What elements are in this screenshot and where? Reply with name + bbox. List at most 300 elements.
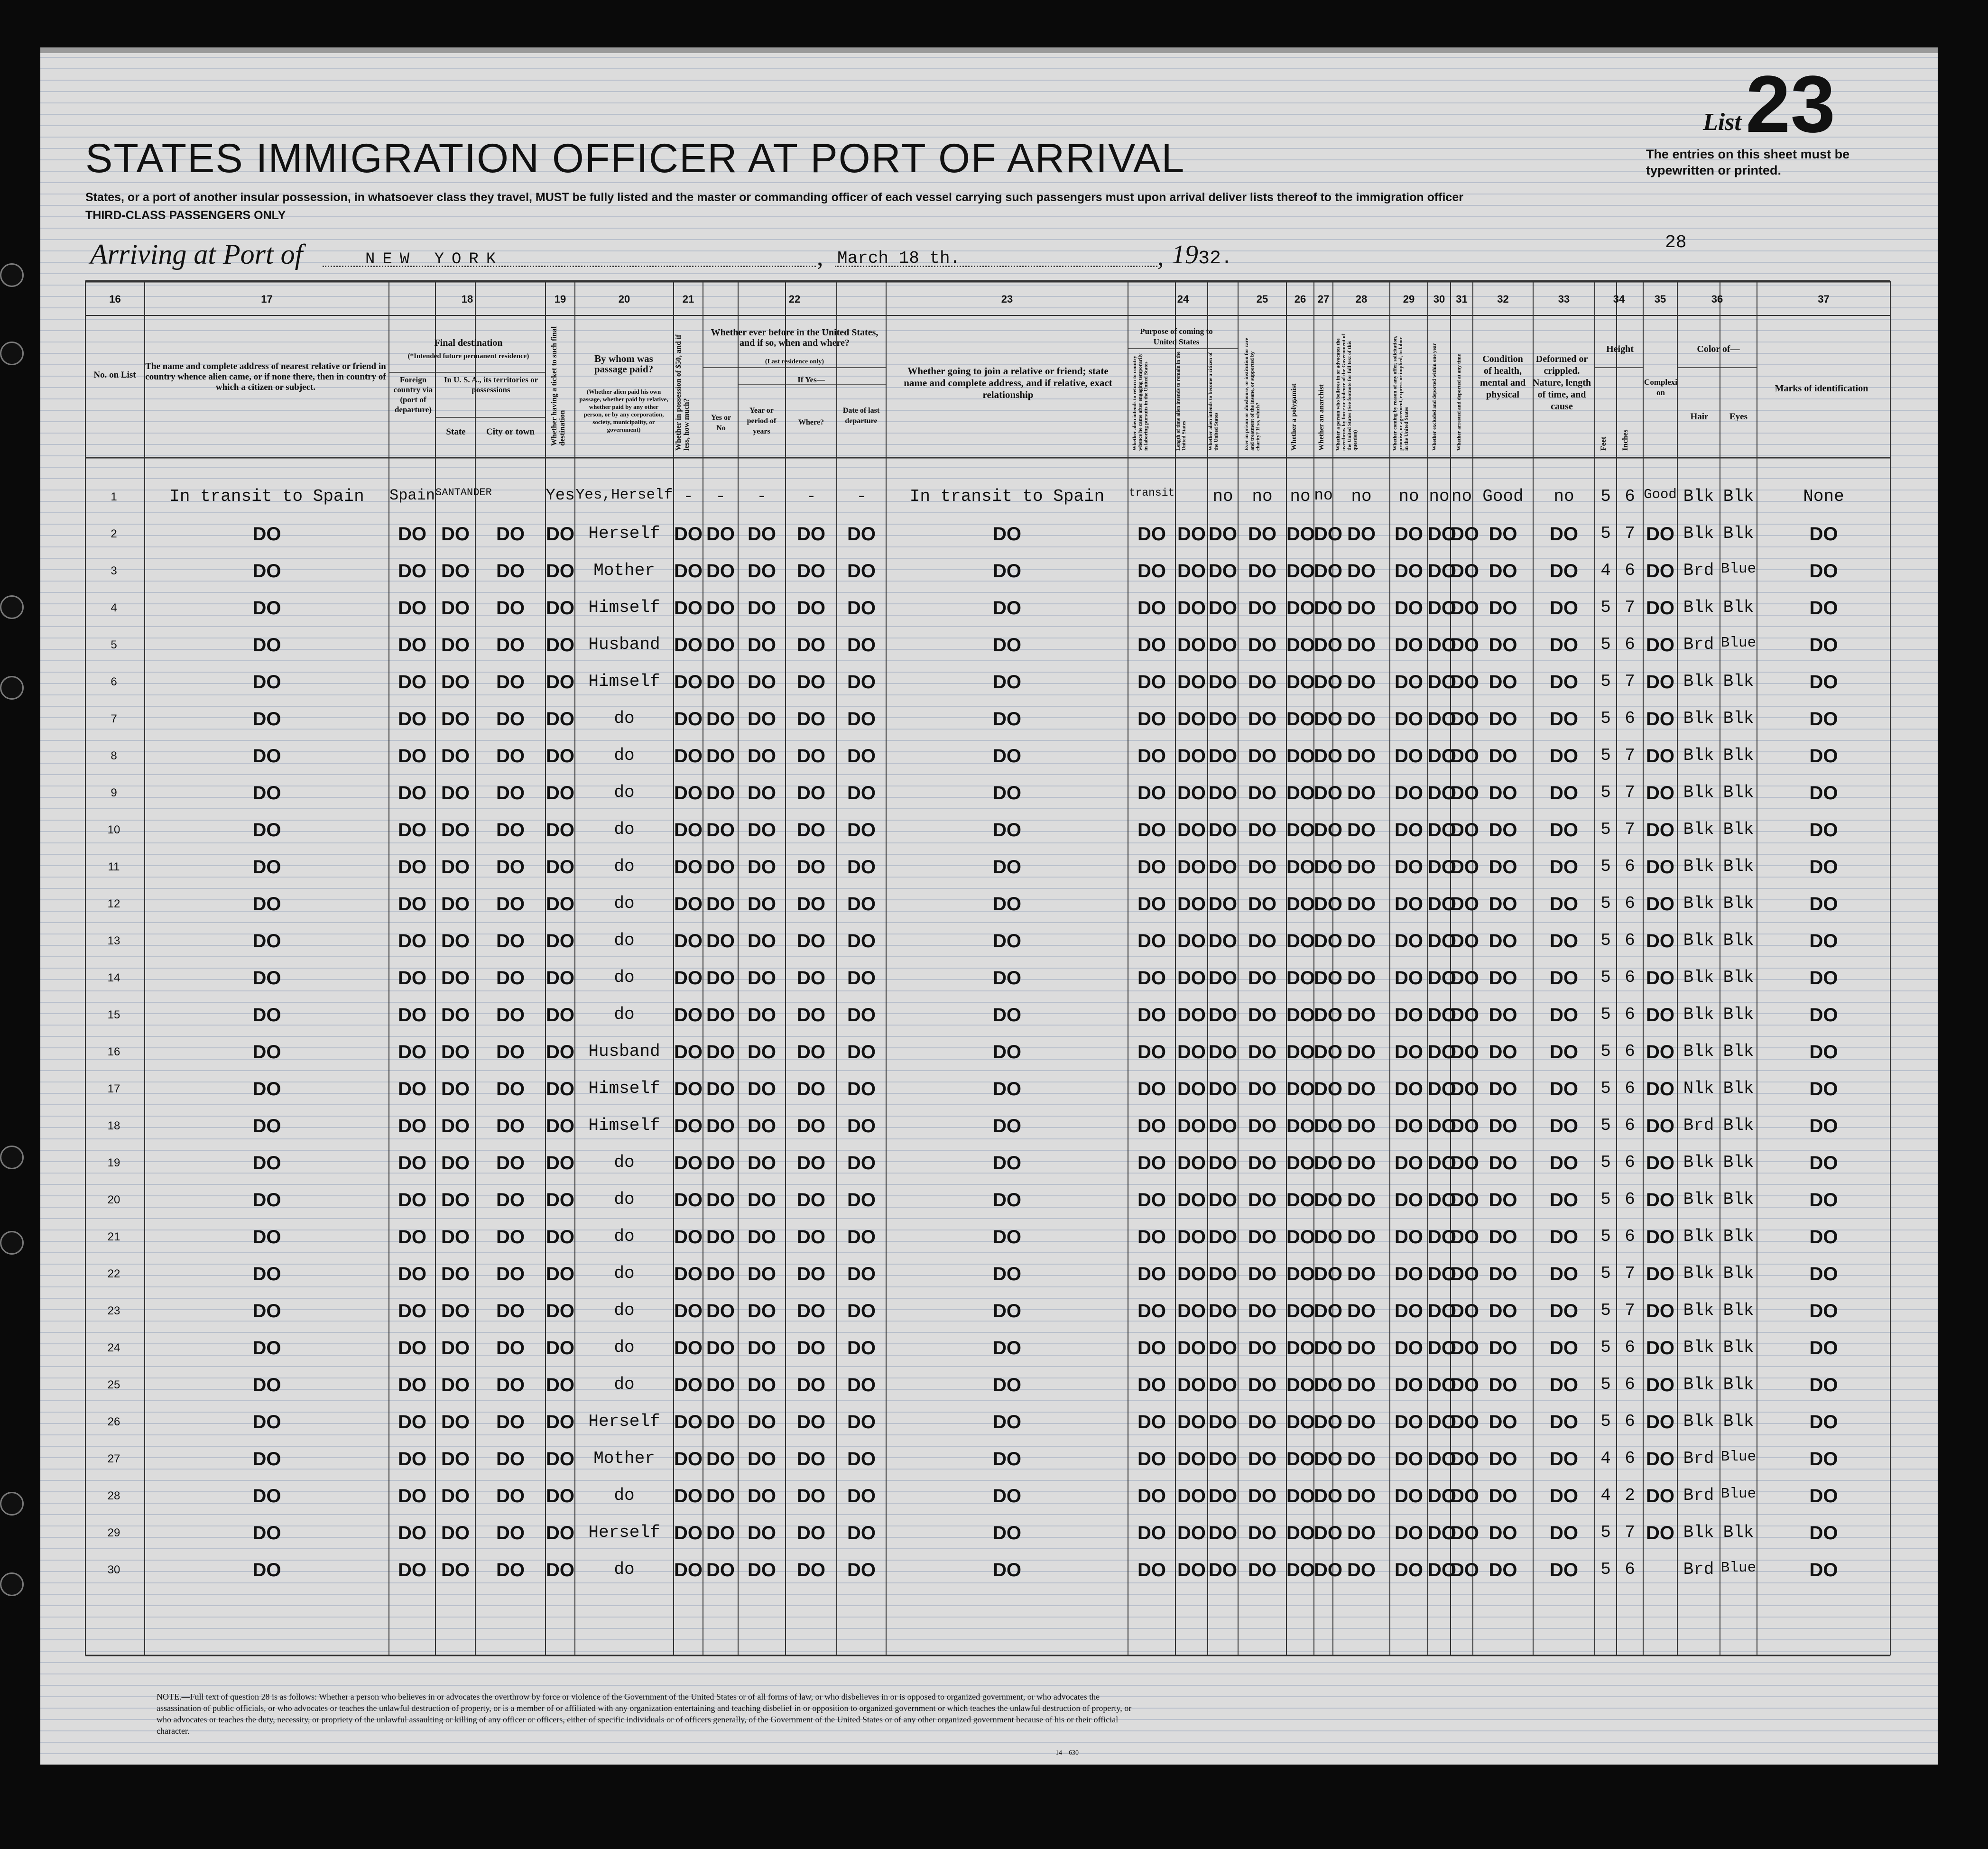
cell-hair: Brd (1683, 1486, 1714, 1505)
cell-city: DO (496, 1449, 525, 1470)
cell-anar: no (1314, 487, 1333, 504)
row-number: 3 (111, 564, 117, 577)
cell-paid: do (614, 931, 635, 950)
cell-p_a: DO (1137, 1079, 1166, 1100)
cell-city: DO (496, 746, 525, 767)
cell-ft: 5 (1600, 1190, 1611, 1209)
cell-foreign: DO (398, 1190, 426, 1211)
cell-city: DO (496, 561, 525, 582)
cell-excl: DO (1428, 1338, 1456, 1359)
cell-where: DO (797, 783, 825, 804)
cell-arr: DO (1451, 1301, 1479, 1322)
cell-p_a: DO (1137, 598, 1166, 619)
row-number: 1 (111, 490, 117, 503)
header-city-or-town: City or town (486, 427, 535, 437)
cell-year: DO (748, 1190, 776, 1211)
cell-p_c: DO (1209, 1449, 1237, 1470)
cell-anar: DO (1314, 1449, 1342, 1470)
cell-p_b: DO (1177, 1449, 1206, 1470)
cell-p_a: DO (1137, 1190, 1166, 1211)
cell-comp: DO (1646, 857, 1674, 878)
cell-deformed: DO (1550, 1301, 1578, 1322)
cell-where: DO (797, 1338, 825, 1359)
arrival-date: March 18 th. (837, 249, 961, 268)
cell-offer: DO (1395, 1190, 1423, 1211)
cell-where: DO (797, 857, 825, 878)
cell-health: DO (1489, 1005, 1517, 1026)
cell-ticket: DO (546, 894, 574, 915)
cell-hair: Blk (1683, 746, 1714, 765)
cell-deformed: DO (1550, 746, 1578, 767)
comma: , (1157, 242, 1164, 271)
header-complexion: Complexion (1644, 378, 1677, 397)
header-possession-50: Whether in possession of $50, and if less, how much? (675, 334, 691, 451)
cell-city: DO (496, 709, 525, 730)
cell-paid: Himself (588, 598, 660, 617)
cell-paid: Husband (588, 635, 660, 654)
cell-year: DO (748, 1116, 776, 1137)
cell-state: DO (441, 894, 470, 915)
cell-arr: DO (1451, 746, 1479, 767)
cell-prison: DO (1248, 561, 1276, 582)
cell-p_a: DO (1137, 1449, 1166, 1470)
cell-paid: Herself (588, 1523, 660, 1542)
cell-comp: DO (1646, 1486, 1674, 1507)
cell-offer: DO (1395, 635, 1423, 656)
cell-ticket: DO (546, 635, 574, 656)
cell-anar: DO (1314, 1523, 1342, 1544)
cell-paid: Himself (588, 672, 660, 691)
cell-overthrow: DO (1347, 1449, 1376, 1470)
cell-comp: DO (1646, 1116, 1674, 1137)
cell-hair: Blk (1683, 672, 1714, 691)
cell-relative: DO (252, 1449, 281, 1470)
cell-p_a: DO (1137, 1338, 1166, 1359)
cell-arr: DO (1451, 1486, 1479, 1507)
cell-p_b: DO (1177, 561, 1206, 582)
cell-eyes: Blk (1723, 1338, 1754, 1357)
cell-relative: DO (252, 746, 281, 767)
cell-foreign: DO (398, 1301, 426, 1322)
cell-dep: DO (847, 1116, 876, 1137)
cell-deformed: DO (1550, 1449, 1578, 1470)
cell-excl: DO (1428, 1449, 1456, 1470)
cell-health: DO (1489, 857, 1517, 878)
cell-offer: DO (1395, 561, 1423, 582)
cell-health: DO (1489, 1560, 1517, 1581)
cell-ever: DO (706, 1190, 735, 1211)
row-number: 2 (111, 527, 117, 540)
cell-eyes: Blk (1723, 1190, 1754, 1209)
cell-poly: DO (1286, 1264, 1315, 1285)
cell-marks: None (1803, 487, 1844, 506)
cell-year: DO (748, 561, 776, 582)
header-inches: Inches (1621, 429, 1629, 451)
header-final-destination-sub: (*Intended future permanent residence) (407, 352, 529, 360)
cell-arr: DO (1451, 1227, 1479, 1248)
cell-excl: DO (1428, 783, 1456, 804)
cell-year: - (757, 487, 767, 506)
cell-health: Good (1482, 487, 1524, 506)
cell-ft: 5 (1600, 746, 1611, 765)
cell-foreign: DO (398, 1449, 426, 1470)
cell-eyes: Blue (1720, 1560, 1757, 1576)
cell-deformed: DO (1550, 894, 1578, 915)
cell-health: DO (1489, 1264, 1517, 1285)
cell-overthrow: DO (1347, 1412, 1376, 1433)
cell-ever: DO (706, 598, 735, 619)
cell-comp: DO (1646, 1301, 1674, 1322)
cell-anar: DO (1314, 1079, 1342, 1100)
header-where: Where? (798, 418, 824, 426)
cell-foreign: DO (398, 783, 426, 804)
footnote: NOTE.—Full text of question 28 is as follows: Whether a person who believes in or advocates the overthrow by force or violence of the Government of the United States or of all forms of law, or who disbelieves in or is opposed to organized government, or who advocates the assassination of public officials, or who advocates or teaches the unlawful destruction of property, or is a member of or affiliated with any organization entertaining and teaching disbelief in or opposition to organized government or which teaches the unlawful destruction of property, or who advocates or teaches the duty, necessity, or propriety of the unlawful assaulting or killing of any officer or officers, either of specific individuals or of officers generally, of the Government of the United States or of any other organized government because of his or their official character. (157, 1692, 1132, 1736)
row-number: 30 (107, 1563, 120, 1576)
row-number: 12 (107, 897, 120, 910)
cell-anar: DO (1314, 709, 1342, 730)
cell-comp: DO (1646, 1190, 1674, 1211)
column-number: 27 (1317, 293, 1330, 305)
cell-arr: DO (1451, 1116, 1479, 1137)
cell-eyes: Blk (1723, 1116, 1754, 1135)
cell-hair: Blk (1683, 524, 1714, 543)
cell-p_b: DO (1177, 820, 1206, 841)
cell-excl: DO (1428, 857, 1456, 878)
column-number: 32 (1497, 293, 1509, 305)
column-number: 31 (1456, 293, 1468, 305)
cell-p_a: DO (1137, 783, 1166, 804)
class-line: THIRD-CLASS PASSENGERS ONLY (85, 209, 286, 222)
header-purpose-length: Length of time alien intends to remain in the United States (1175, 351, 1187, 451)
cell-year: DO (748, 1042, 776, 1063)
cell-p_a: DO (1137, 524, 1166, 545)
cell-relative: In transit to Spain (169, 487, 364, 506)
cell-offer: DO (1395, 1042, 1423, 1063)
cell-anar: DO (1314, 1005, 1342, 1026)
cell-where: DO (797, 1153, 825, 1174)
cell-poly: DO (1286, 746, 1315, 767)
cell-in: 6 (1625, 1116, 1635, 1135)
cell-poly: DO (1286, 1338, 1315, 1359)
row-number: 10 (107, 823, 120, 836)
cell-anar: DO (1314, 524, 1342, 545)
header-eyes: Eyes (1729, 412, 1748, 422)
cell-offer: DO (1395, 1338, 1423, 1359)
row-number: 7 (111, 712, 117, 725)
cell-p_a: DO (1137, 1486, 1166, 1507)
cell-city: DO (496, 598, 525, 619)
cell-year: DO (748, 968, 776, 989)
cell-marks: DO (1809, 598, 1838, 619)
cell-p_b: DO (1177, 1116, 1206, 1137)
cell-p_a: DO (1137, 1116, 1166, 1137)
cell-overthrow: DO (1347, 1227, 1376, 1248)
cell-money: DO (674, 524, 703, 545)
cell-ticket: Yes (546, 487, 575, 505)
cell-deformed: DO (1550, 709, 1578, 730)
cell-where: DO (797, 1264, 825, 1285)
cell-marks: DO (1809, 968, 1838, 989)
cell-p_a: DO (1137, 1042, 1166, 1063)
cell-state: DO (441, 598, 470, 619)
cell-money: DO (674, 894, 703, 915)
cell-prison: DO (1248, 1375, 1276, 1396)
cell-ticket: DO (546, 783, 574, 804)
row-number: 24 (107, 1341, 120, 1354)
cell-arr: DO (1451, 1042, 1479, 1063)
cell-poly: DO (1286, 1449, 1315, 1470)
cell-p_b: DO (1177, 1412, 1206, 1433)
cell-state: DO (441, 1042, 470, 1063)
cell-ticket: DO (546, 1264, 574, 1285)
cell-deformed: DO (1550, 931, 1578, 952)
cell-p_c: DO (1209, 1005, 1237, 1026)
cell-offer: DO (1395, 1449, 1423, 1470)
cell-where: DO (797, 1079, 825, 1100)
cell-p_b: DO (1177, 968, 1206, 989)
cell-ever: DO (706, 1079, 735, 1100)
cell-comp: DO (1646, 968, 1674, 989)
year-prefix: 19 (1172, 240, 1198, 269)
column-number: 23 (1001, 293, 1013, 305)
cell-state: SANTANDER (435, 487, 492, 499)
cell-hair: Blk (1683, 1375, 1714, 1394)
cell-overthrow: DO (1347, 672, 1376, 693)
header-in-usa: In U. S. A., its territories or possessions (444, 375, 538, 394)
cell-year: DO (748, 857, 776, 878)
cell-join: DO (993, 1042, 1021, 1063)
cell-deformed: DO (1550, 1523, 1578, 1544)
column-number: 28 (1355, 293, 1368, 305)
cell-p_a: DO (1137, 1560, 1166, 1581)
cell-hair: Blk (1683, 1338, 1714, 1357)
cell-dep: DO (847, 931, 876, 952)
cell-ticket: DO (546, 1190, 574, 1211)
cell-ever: DO (706, 820, 735, 841)
cell-p_a: DO (1137, 1264, 1166, 1285)
cell-state: DO (441, 635, 470, 656)
cell-deformed: DO (1550, 1412, 1578, 1433)
cell-ever: DO (706, 1523, 735, 1544)
cell-city: DO (496, 894, 525, 915)
cell-in: 6 (1625, 1042, 1635, 1061)
cell-in: 6 (1625, 894, 1635, 913)
cell-prison: DO (1248, 635, 1276, 656)
cell-ft: 4 (1600, 1449, 1611, 1468)
cell-health: DO (1489, 1523, 1517, 1544)
cell-anar: DO (1314, 894, 1342, 915)
cell-ticket: DO (546, 857, 574, 878)
cell-eyes: Blk (1723, 1079, 1754, 1098)
cell-marks: DO (1809, 709, 1838, 730)
cell-poly: DO (1286, 1523, 1315, 1544)
header-year-or-period: Year or period of years (747, 407, 777, 435)
cell-p_a: DO (1137, 1227, 1166, 1248)
cell-overthrow: DO (1347, 820, 1376, 841)
cell-p_c: no (1212, 487, 1233, 506)
row-number: 23 (107, 1304, 120, 1317)
cell-arr: DO (1451, 931, 1479, 952)
cell-foreign: DO (398, 1005, 426, 1026)
cell-ticket: DO (546, 524, 574, 545)
cell-hair: Blk (1683, 1301, 1714, 1320)
cell-ticket: DO (546, 1449, 574, 1470)
cell-paid: do (614, 1190, 635, 1209)
cell-overthrow: DO (1347, 709, 1376, 730)
cell-prison: DO (1248, 968, 1276, 989)
cell-ft: 5 (1600, 1042, 1611, 1061)
cell-paid: do (614, 894, 635, 913)
header-hair: Hair (1690, 412, 1709, 422)
cell-hair: Blk (1683, 709, 1714, 728)
cell-ever: DO (706, 1301, 735, 1322)
cell-in: 6 (1625, 1079, 1635, 1098)
cell-prison: DO (1248, 1412, 1276, 1433)
cell-eyes: Blk (1723, 1042, 1754, 1061)
cell-p_b: DO (1177, 524, 1206, 545)
cell-marks: DO (1809, 1190, 1838, 1211)
cell-comp: DO (1646, 1005, 1674, 1026)
cell-health: DO (1489, 783, 1517, 804)
cell-excl: DO (1428, 561, 1456, 582)
cell-health: DO (1489, 1153, 1517, 1174)
cell-money: DO (674, 820, 703, 841)
cell-ever: DO (706, 1560, 735, 1581)
cell-year: DO (748, 1375, 776, 1396)
cell-comp: Good (1644, 487, 1677, 502)
cell-dep: DO (847, 561, 876, 582)
cell-join: DO (993, 1190, 1021, 1211)
cell-excl: DO (1428, 524, 1456, 545)
cell-year: DO (748, 1486, 776, 1507)
cell-anar: DO (1314, 598, 1342, 619)
cell-year: DO (748, 635, 776, 656)
cell-in: 6 (1625, 1560, 1635, 1579)
cell-in: 7 (1625, 524, 1635, 543)
cell-in: 6 (1625, 709, 1635, 728)
cell-dep: DO (847, 1338, 876, 1359)
cell-health: DO (1489, 931, 1517, 952)
cell-overthrow: DO (1347, 894, 1376, 915)
cell-join: DO (993, 931, 1021, 952)
cell-overthrow: DO (1347, 931, 1376, 952)
cell-city: DO (496, 635, 525, 656)
row-number: 25 (107, 1378, 120, 1391)
cell-hair: Blk (1683, 1190, 1714, 1209)
column-number: 33 (1558, 293, 1570, 305)
cell-health: DO (1489, 524, 1517, 545)
cell-excl: DO (1428, 1560, 1456, 1581)
cell-relative: DO (252, 783, 281, 804)
cell-ticket: DO (546, 1042, 574, 1063)
cell-city: DO (496, 1412, 525, 1433)
cell-excl: DO (1428, 1116, 1456, 1137)
cell-ticket: DO (546, 1523, 574, 1544)
cell-where: DO (797, 561, 825, 582)
cell-overthrow: DO (1347, 635, 1376, 656)
cell-arr: DO (1451, 1190, 1479, 1211)
header-prison: Ever in prison or almshouse, or institution for care and treatment of the insane, or supported by charity? If so, which? (1244, 338, 1261, 451)
cell-join: DO (993, 1264, 1021, 1285)
cell-foreign: DO (398, 635, 426, 656)
cell-p_c: DO (1209, 598, 1237, 619)
cell-foreign: DO (398, 1079, 426, 1100)
cell-health: DO (1489, 968, 1517, 989)
cell-poly: DO (1286, 857, 1315, 878)
cell-overthrow: DO (1347, 1005, 1376, 1026)
cell-p_c: DO (1209, 1486, 1237, 1507)
cell-in: 6 (1625, 635, 1635, 654)
cell-ticket: DO (546, 1227, 574, 1248)
cell-overthrow: no (1351, 487, 1372, 506)
cell-marks: DO (1809, 931, 1838, 952)
cell-where: DO (797, 524, 825, 545)
cell-in: 6 (1625, 1375, 1635, 1394)
cell-money: DO (674, 1338, 703, 1359)
cell-comp: DO (1646, 1227, 1674, 1248)
cell-ever: DO (706, 783, 735, 804)
cell-hair: Blk (1683, 857, 1714, 876)
cell-p_b: DO (1177, 598, 1206, 619)
cell-ft: 5 (1600, 783, 1611, 802)
header-health: Condition of health, mental and physical (1479, 354, 1526, 400)
cell-prison: DO (1248, 709, 1276, 730)
cell-dep: DO (847, 1079, 876, 1100)
cell-deformed: DO (1550, 1375, 1578, 1396)
cell-where: DO (797, 820, 825, 841)
cell-ft: 5 (1600, 1079, 1611, 1098)
cell-state: DO (441, 1005, 470, 1026)
cell-relative: DO (252, 1412, 281, 1433)
form-title: STATES IMMIGRATION OFFICER AT PORT OF ARRIVAL (85, 136, 1185, 181)
cell-join: DO (993, 1486, 1021, 1507)
cell-excl: DO (1428, 1190, 1456, 1211)
cell-p_c: DO (1209, 1523, 1237, 1544)
cell-overthrow: DO (1347, 1375, 1376, 1396)
cell-p_a: DO (1137, 1375, 1166, 1396)
cell-ft: 5 (1600, 709, 1611, 728)
cell-marks: DO (1809, 1079, 1838, 1100)
cell-ever: DO (706, 635, 735, 656)
cell-p_a: DO (1137, 1005, 1166, 1026)
cell-join: DO (993, 1005, 1021, 1026)
cell-anar: DO (1314, 1301, 1342, 1322)
cell-p_c: DO (1209, 1042, 1237, 1063)
cell-dep: DO (847, 1153, 876, 1174)
cell-deformed: DO (1550, 672, 1578, 693)
cell-poly: DO (1286, 1227, 1315, 1248)
cell-relative: DO (252, 709, 281, 730)
cell-p_a: DO (1137, 709, 1166, 730)
cell-p_c: DO (1209, 672, 1237, 693)
cell-deformed: DO (1550, 1042, 1578, 1063)
cell-foreign: DO (398, 1153, 426, 1174)
header-height: Height (1606, 344, 1634, 354)
cell-excl: DO (1428, 894, 1456, 915)
cell-overthrow: DO (1347, 1301, 1376, 1322)
cell-relative: DO (252, 1264, 281, 1285)
cell-excl: DO (1428, 1005, 1456, 1026)
cell-arr: DO (1451, 561, 1479, 582)
cell-arr: DO (1451, 635, 1479, 656)
cell-city: DO (496, 820, 525, 841)
cell-arr: DO (1451, 1264, 1479, 1285)
cell-paid: do (614, 1338, 635, 1357)
cell-anar: DO (1314, 857, 1342, 878)
cell-money: DO (674, 1375, 703, 1396)
cell-comp: DO (1646, 635, 1674, 656)
row-number: 6 (111, 675, 117, 688)
